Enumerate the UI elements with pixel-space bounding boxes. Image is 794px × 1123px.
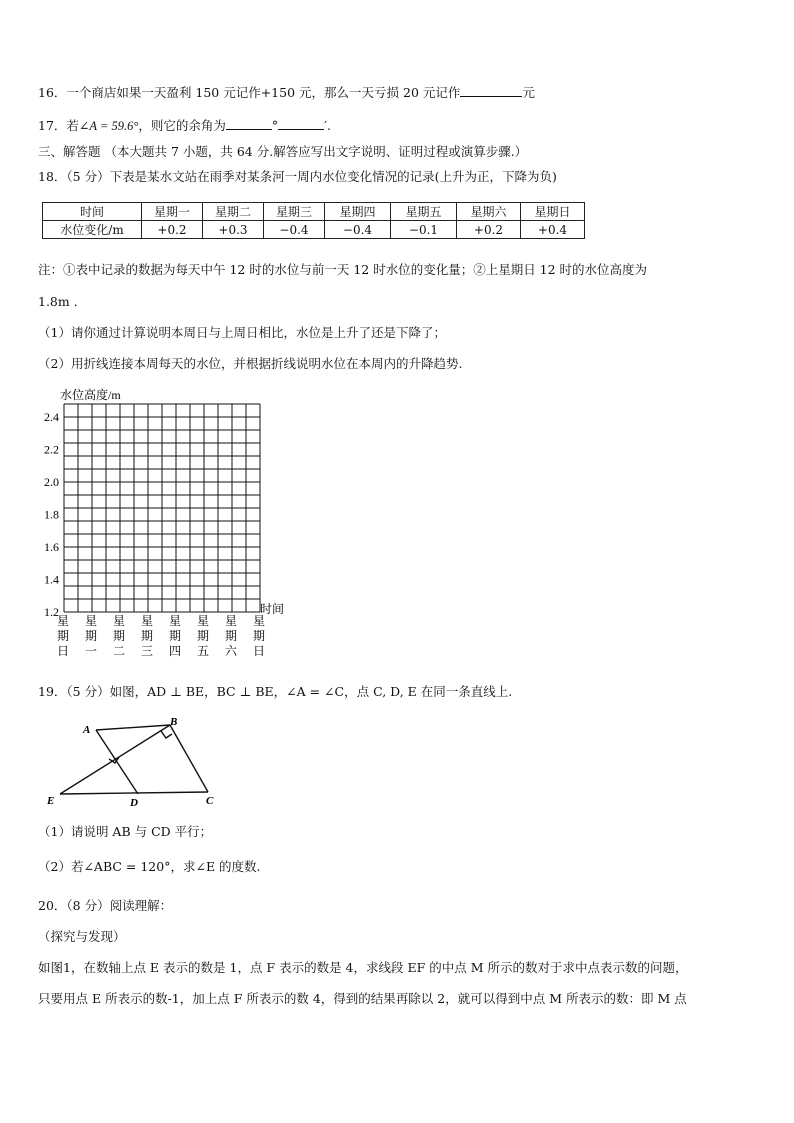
table-cell: 星期六 <box>457 203 521 221</box>
x-day-label-char: 星 <box>141 614 154 628</box>
y-tick-label: 1.8 <box>44 507 59 522</box>
point-b-label: B <box>170 716 178 728</box>
question-18-note: 注：①表中记录的数据为每天中午 12 时的水位与前一天 12 时水位的变化量；②上星期日 12 时的水位高度为 <box>38 262 648 277</box>
table-cell: 星期三 <box>264 203 325 221</box>
question-20-heading: 20．（8 分）阅读理解： <box>38 898 173 913</box>
table-cell: +0.4 <box>521 221 585 239</box>
table-cell: 星期一 <box>142 203 203 221</box>
y-tick-label: 2.0 <box>44 475 59 489</box>
table-cell: +0.3 <box>203 221 264 239</box>
table-cell: −0.4 <box>264 221 325 239</box>
x-day-label-char: 六 <box>225 644 238 658</box>
x-day-label-char: 期 <box>113 629 126 643</box>
question-18-heading: 18．（5 分）下表是某水文站在雨季对某条河一周内水位变化情况的记录(上升为正，下降为负) <box>38 169 557 184</box>
question-18-part-1: （1）请你通过计算说明本周日与上周日相比，水位是上升了还是下降了； <box>38 325 446 340</box>
table-cell: 星期五 <box>391 203 457 221</box>
question-18-part-2: （2）用折线连接本周每天的水位，并根据折线说明水位在本周内的升降趋势. <box>38 356 463 371</box>
angle-expression: ∠A = 59.6° <box>78 119 139 133</box>
x-day-label-char: 星 <box>85 614 98 628</box>
x-day-label-char: 期 <box>169 629 182 643</box>
table-row <box>43 221 585 239</box>
x-day-label-char: 星 <box>57 614 70 628</box>
degree-blank <box>226 117 272 130</box>
table-header-row <box>43 203 585 221</box>
grid-y-ticks <box>44 410 59 619</box>
x-day-label-char: 星 <box>225 614 238 628</box>
table-cell: −0.4 <box>325 221 391 239</box>
table-cell: +0.2 <box>142 221 203 239</box>
x-day-label-char: 期 <box>141 629 154 643</box>
x-day-label-char: 期 <box>85 629 98 643</box>
x-day-label-char: 日 <box>253 644 266 658</box>
question-20-subheading: （探究与发现） <box>38 929 126 944</box>
water-level-grid <box>30 382 330 667</box>
question-17-prefix: 17．若 <box>38 118 79 133</box>
table-cell: −0.1 <box>391 221 457 239</box>
point-e-label: E <box>47 795 55 807</box>
x-day-label-char: 星 <box>113 614 126 628</box>
table-cell: 水位变化/m <box>43 221 142 239</box>
x-day-label-char: 星 <box>197 614 210 628</box>
point-d-label: D <box>130 797 138 809</box>
y-tick-label: 1.2 <box>44 605 59 619</box>
x-day-label-char: 四 <box>169 644 182 658</box>
minute-blank <box>278 117 324 130</box>
question-17 <box>38 116 331 134</box>
grid-y-label: 水位高度/m <box>60 388 121 402</box>
degree-symbol: ° <box>271 118 279 133</box>
segment-ad <box>96 730 138 794</box>
question-18-note-cont: 1.8m ． <box>38 294 87 309</box>
x-day-label-char: 星 <box>253 614 266 628</box>
minute-symbol: ′. <box>324 118 331 133</box>
grid-lines <box>64 404 260 612</box>
question-16-text: 16．一个商店如果一天盈利 150 元记作+150 元，那么一天亏损 20 元记作 <box>38 85 461 100</box>
x-day-label-char: 期 <box>57 629 70 643</box>
x-day-label-char: 一 <box>85 644 98 658</box>
point-a-label: A <box>83 724 91 736</box>
question-17-mid: ，则它的余角为 <box>138 118 226 133</box>
x-day-label-char: 期 <box>225 629 238 643</box>
question-19-part-2: （2）若∠ABC = 120°，求∠E 的度数. <box>38 859 261 874</box>
y-tick-label: 1.4 <box>44 572 59 587</box>
x-day-label-char: 星 <box>169 614 182 628</box>
question-20-paragraph-1: 如图1，在数轴上点 E 表示的数是 1，点 F 表示的数是 4，求线段 EF 的中点 M 所示的数对于求中点表示数的问题， <box>38 960 688 975</box>
x-day-label-char: 期 <box>253 629 266 643</box>
answer-blank <box>460 84 522 97</box>
water-level-table <box>42 202 585 239</box>
segment-ab <box>96 725 170 730</box>
y-tick-label: 2.2 <box>44 442 59 457</box>
x-day-label-char: 三 <box>141 644 154 658</box>
segment-ec <box>60 792 208 794</box>
x-day-label-char: 期 <box>197 629 210 643</box>
y-tick-label: 2.4 <box>44 410 59 424</box>
table-cell: +0.2 <box>457 221 521 239</box>
section-heading: 三、解答题 （本大题共 7 小题，共 64 分.解答应写出文字说明、证明过程或演算步骤.） <box>38 144 528 159</box>
grid-day-labels <box>57 614 265 658</box>
x-day-label-char: 二 <box>113 644 126 658</box>
table-cell: 星期四 <box>325 203 391 221</box>
x-day-label-char: 五 <box>197 644 210 658</box>
geometry-figure <box>40 714 240 809</box>
question-19-part-1: （1）请说明 AB 与 CD 平行； <box>38 824 213 839</box>
segment-eb <box>60 725 170 794</box>
question-19-text: 19．（5 分）如图，AD ⊥ BE，BC ⊥ BE，∠A = ∠C，点 C, D, E 在同一条直线上. <box>38 684 513 699</box>
grid-x-label: 时间 <box>260 602 285 616</box>
table-cell: 星期日 <box>521 203 585 221</box>
question-19-heading <box>38 682 512 700</box>
segment-bc <box>170 725 208 792</box>
x-day-label-char: 日 <box>57 644 70 658</box>
right-angle-mark-b <box>161 731 172 738</box>
question-20-paragraph-2: 只要用点 E 所表示的数-1，加上点 F 所表示的数 4，得到的结果再除以 2，就可以得到中点 M 所表示的数：即 M 点 <box>38 991 687 1006</box>
question-16-suffix: 元 <box>522 85 535 100</box>
question-16 <box>38 83 535 101</box>
y-tick-label: 1.6 <box>44 540 59 554</box>
table-cell: 时间 <box>43 203 142 221</box>
point-c-label: C <box>206 795 214 807</box>
table-cell: 星期二 <box>203 203 264 221</box>
